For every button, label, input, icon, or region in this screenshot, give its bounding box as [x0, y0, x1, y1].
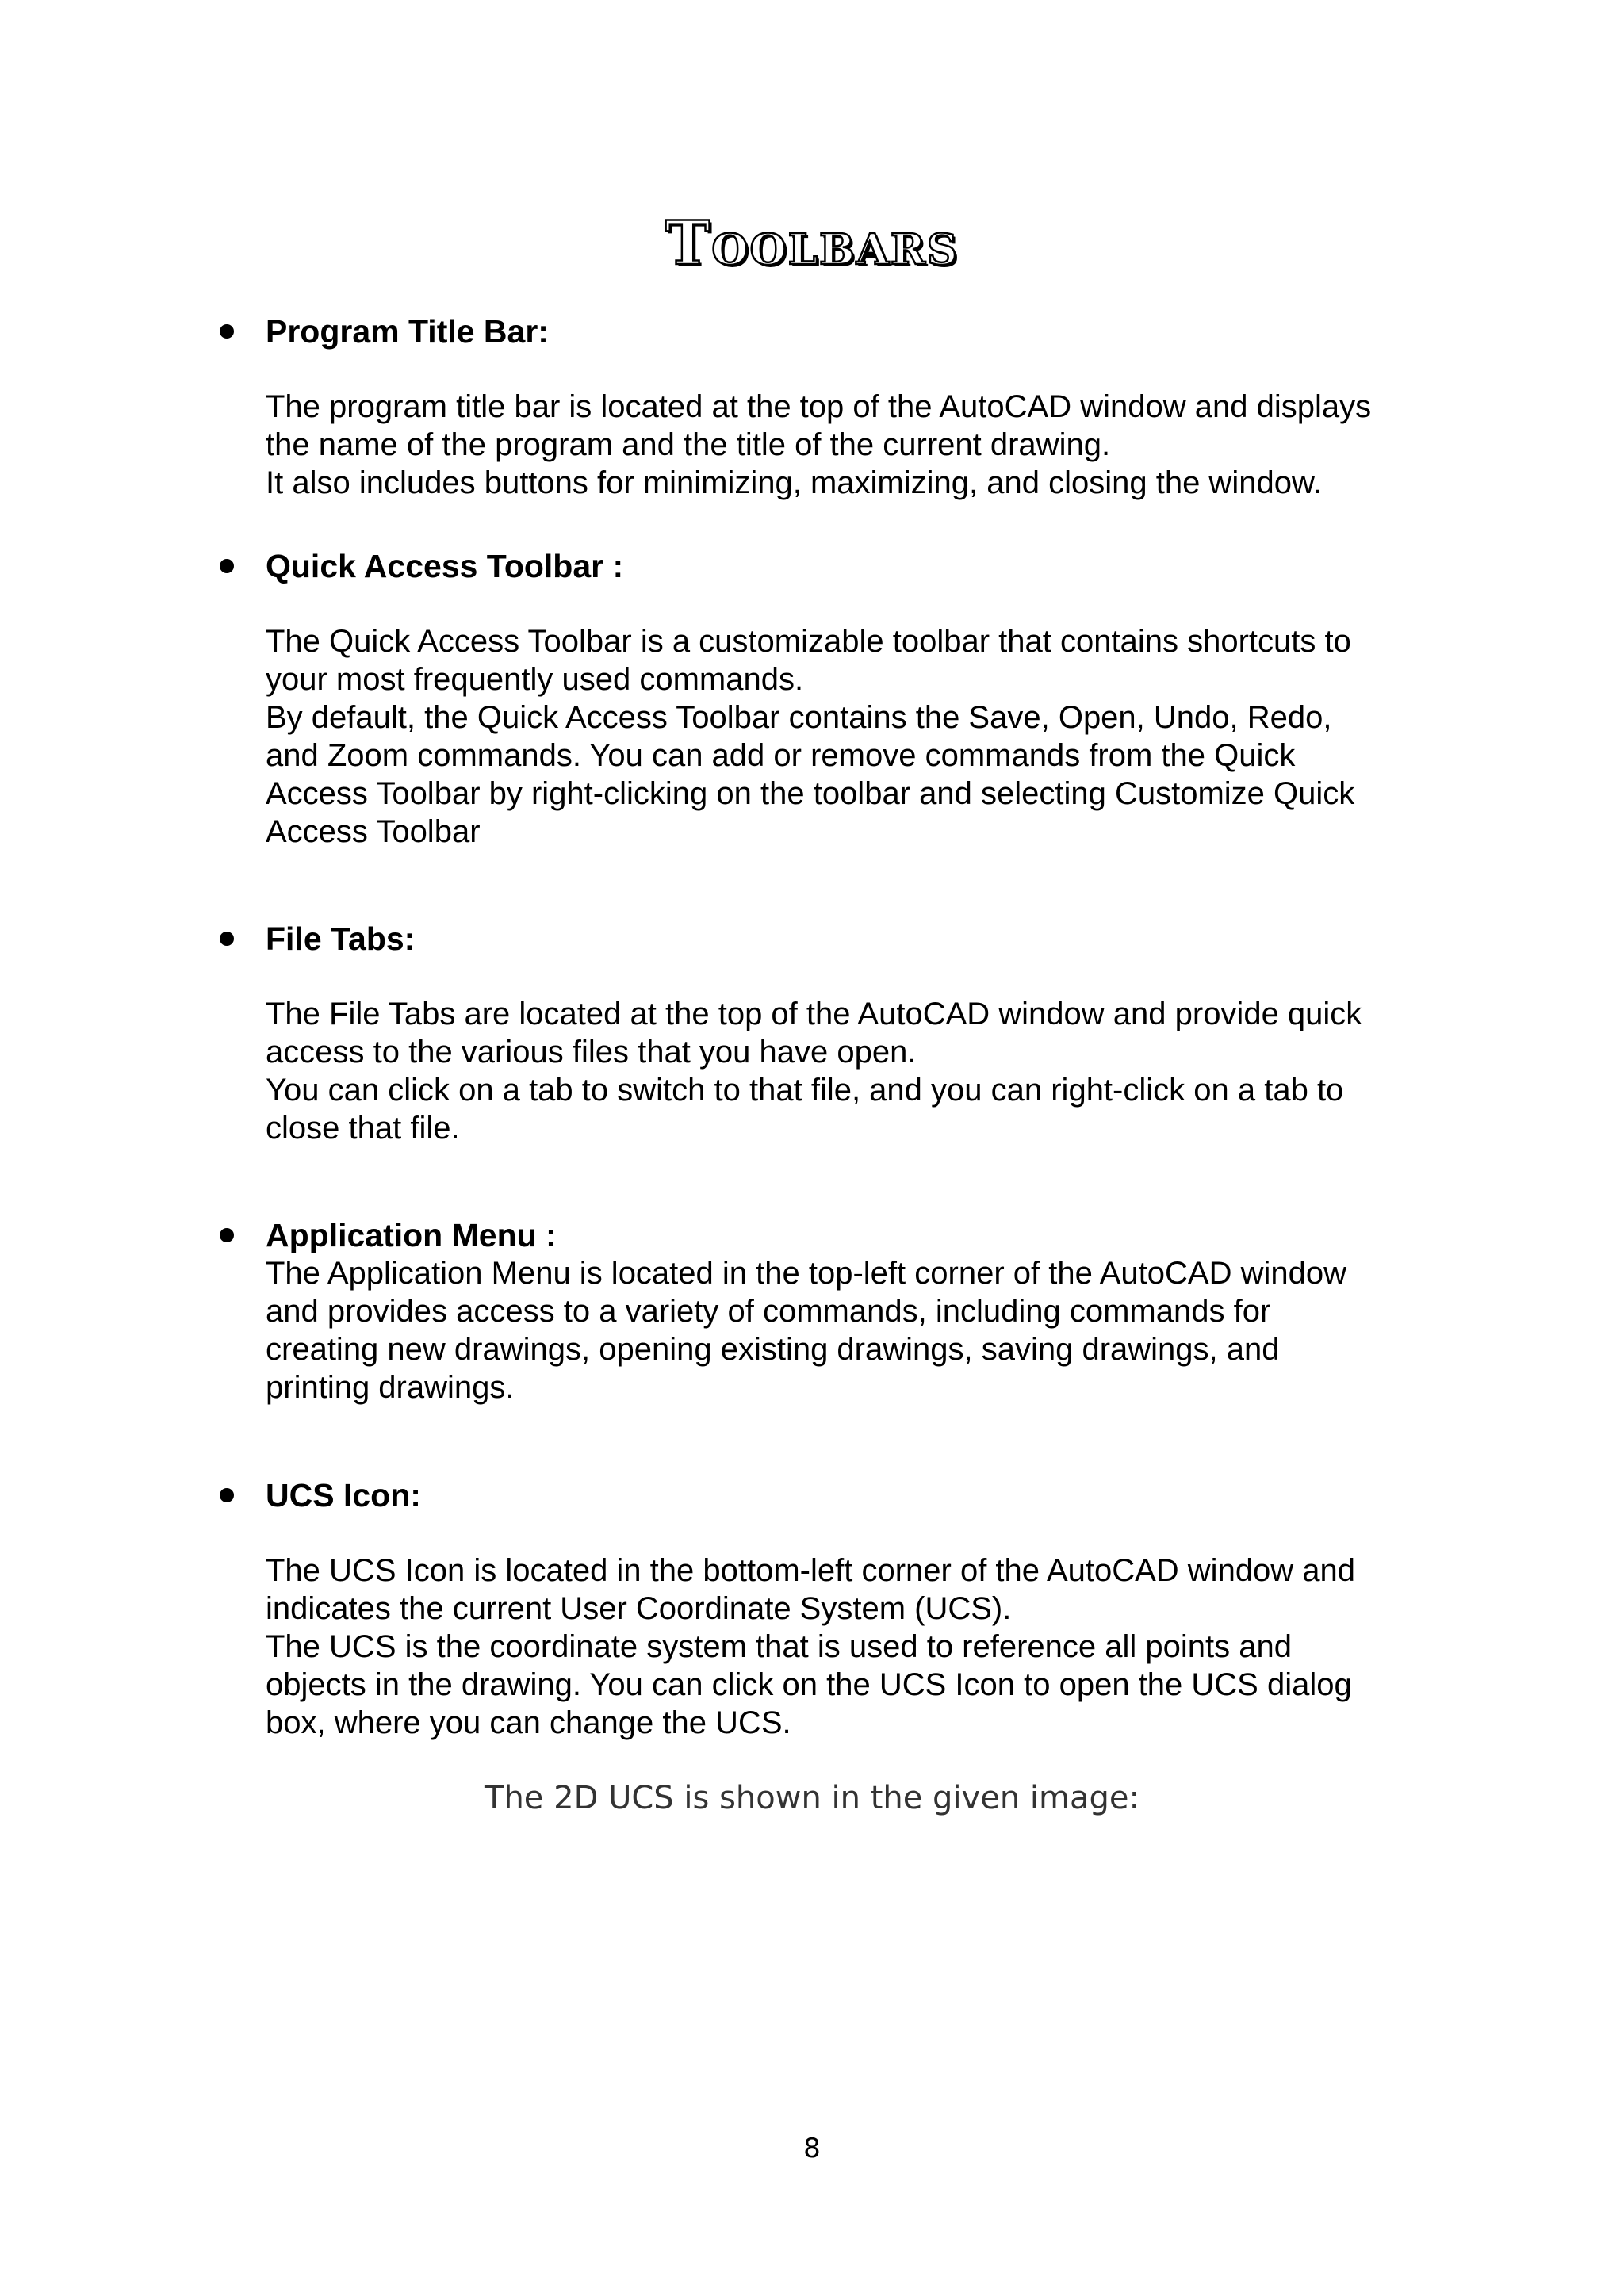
page-number: 8	[803, 2133, 821, 2164]
body-line: You can click on a tab to switch to that file, and you can right-click on a tab to	[266, 1073, 1344, 1108]
body-line: Access Toolbar	[266, 814, 481, 849]
body-line: creating new drawings, opening existing drawings, saving drawings, and	[266, 1332, 1280, 1367]
body-line: objects in the drawing. You can click on the UCS Icon to open the UCS dialog	[266, 1667, 1352, 1702]
body-line: The UCS is the coordinate system that is used to reference all points and	[266, 1629, 1293, 1664]
body-line: The File Tabs are located at the top of the AutoCAD window and provide quick	[266, 997, 1362, 1031]
body-line: The program title bar is located at the top of the AutoCAD window and displays	[266, 389, 1372, 424]
section-heading: Application Menu :	[266, 1217, 557, 1253]
body-line: close that file.	[266, 1111, 460, 1146]
section-heading: UCS Icon:	[266, 1477, 421, 1513]
bullet-icon	[220, 559, 234, 573]
body-line: the name of the program and the title of the current drawing.	[266, 427, 1111, 462]
bullet-icon	[220, 1488, 234, 1502]
image-caption: The 2D UCS is shown in the given image:	[485, 1780, 1139, 1816]
section-application-menu	[266, 1216, 1455, 1406]
body-line: Access Toolbar by right-clicking on the toolbar and selecting Customize Quick	[266, 776, 1355, 811]
body-line: your most frequently used commands.	[266, 662, 804, 697]
bullet-icon	[220, 1228, 234, 1242]
section-file-tabs	[266, 920, 1455, 1147]
body-line: box, where you can change the UCS.	[266, 1705, 791, 1740]
body-line: printing drawings.	[266, 1370, 515, 1405]
section-quick-access-toolbar	[266, 547, 1455, 851]
body-line: The Quick Access Toolbar is a customizable toolbar that contains shortcuts to	[266, 624, 1351, 659]
body-line: and Zoom commands. You can add or remove commands from the Quick	[266, 738, 1296, 773]
section-heading: Program Title Bar:	[266, 313, 549, 350]
section-ucs-icon	[266, 1476, 1455, 1742]
section-heading: Quick Access Toolbar :	[266, 548, 624, 584]
section-program-title-bar	[266, 312, 1455, 502]
body-line: and provides access to a variety of commands, including commands for	[266, 1294, 1271, 1329]
body-line: By default, the Quick Access Toolbar contains the Save, Open, Undo, Redo,	[266, 700, 1332, 735]
body-line: indicates the current User Coordinate System (UCS).	[266, 1591, 1012, 1626]
body-line: access to the various files that you have open.	[266, 1035, 917, 1070]
body-line: The Application Menu is located in the top-left corner of the AutoCAD window	[266, 1256, 1346, 1291]
page-title: Toolbars	[665, 208, 959, 278]
body-line: The UCS Icon is located in the bottom-left corner of the AutoCAD window and	[266, 1553, 1356, 1588]
body-line: It also includes buttons for minimizing, maximizing, and closing the window.	[266, 465, 1322, 500]
bullet-icon	[220, 932, 234, 946]
bullet-icon	[220, 324, 234, 339]
section-heading: File Tabs:	[266, 920, 416, 957]
